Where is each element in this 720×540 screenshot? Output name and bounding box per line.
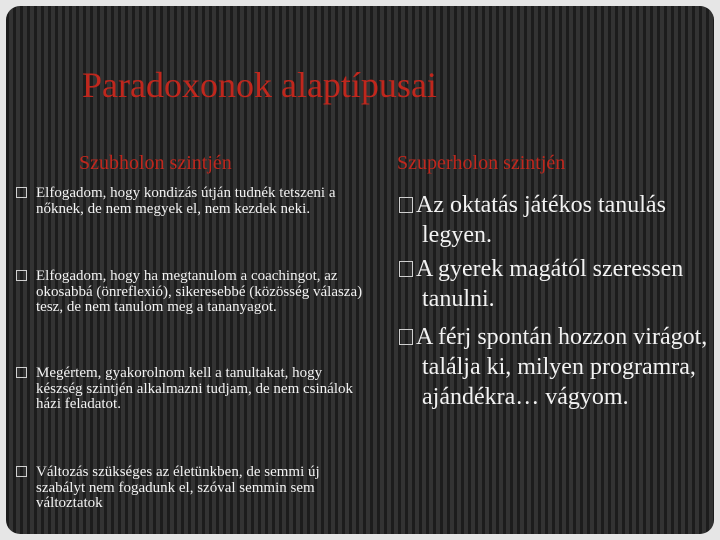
right-bullet-text: Az oktatás játékos tanulás legyen. bbox=[416, 192, 666, 248]
left-bullet-1 bbox=[36, 186, 366, 217]
right-bullet-1 bbox=[399, 190, 714, 250]
left-bullet-text: Elfogadom, hogy ha megtanulom a coachingot, az okosabbá (önreflexió), sikeresebbé (közösség válasza) tesz, de nem tanulom meg a tananyagot. bbox=[36, 268, 363, 315]
bullet-box-icon bbox=[16, 187, 27, 198]
bullet-box-icon bbox=[399, 197, 413, 213]
left-column-heading: Szubholon szintjén bbox=[79, 152, 232, 174]
bullet-box-icon bbox=[16, 367, 27, 378]
right-bullet-text: A gyerek magától szeressen tanulni. bbox=[416, 256, 684, 312]
slide bbox=[6, 6, 714, 534]
bullet-box-icon bbox=[399, 329, 413, 345]
bullet-box-icon bbox=[16, 270, 27, 281]
left-bullet-2 bbox=[36, 269, 366, 316]
left-bullet-text: Változás szükséges az életünkben, de semmi új szabályt nem fogadunk el, szóval semmin sem változtatok bbox=[36, 464, 320, 511]
right-bullet-2 bbox=[399, 254, 714, 314]
left-bullet-text: Megértem, gyakorolnom kell a tanultakat, hogy készség szintjén alkalmazni tudjam, de nem csinálok házi feladatot. bbox=[36, 365, 353, 412]
bullet-box-icon bbox=[16, 466, 27, 477]
left-bullet-3 bbox=[36, 366, 366, 413]
left-bullet-text: Elfogadom, hogy kondizás útján tudnék tetszeni a nőknek, de nem megyek el, nem kezdek neki. bbox=[36, 185, 336, 217]
left-bullet-4 bbox=[36, 465, 366, 512]
right-bullet-text: A férj spontán hozzon virágot, találja ki, milyen programra, ajándékra… vágyom. bbox=[416, 324, 708, 410]
slide-title: Paradoxonok alaptípusai bbox=[82, 65, 437, 105]
bullet-box-icon bbox=[399, 261, 413, 277]
right-bullet-3 bbox=[399, 322, 714, 412]
right-column-heading: Szuperholon szintjén bbox=[397, 152, 566, 174]
